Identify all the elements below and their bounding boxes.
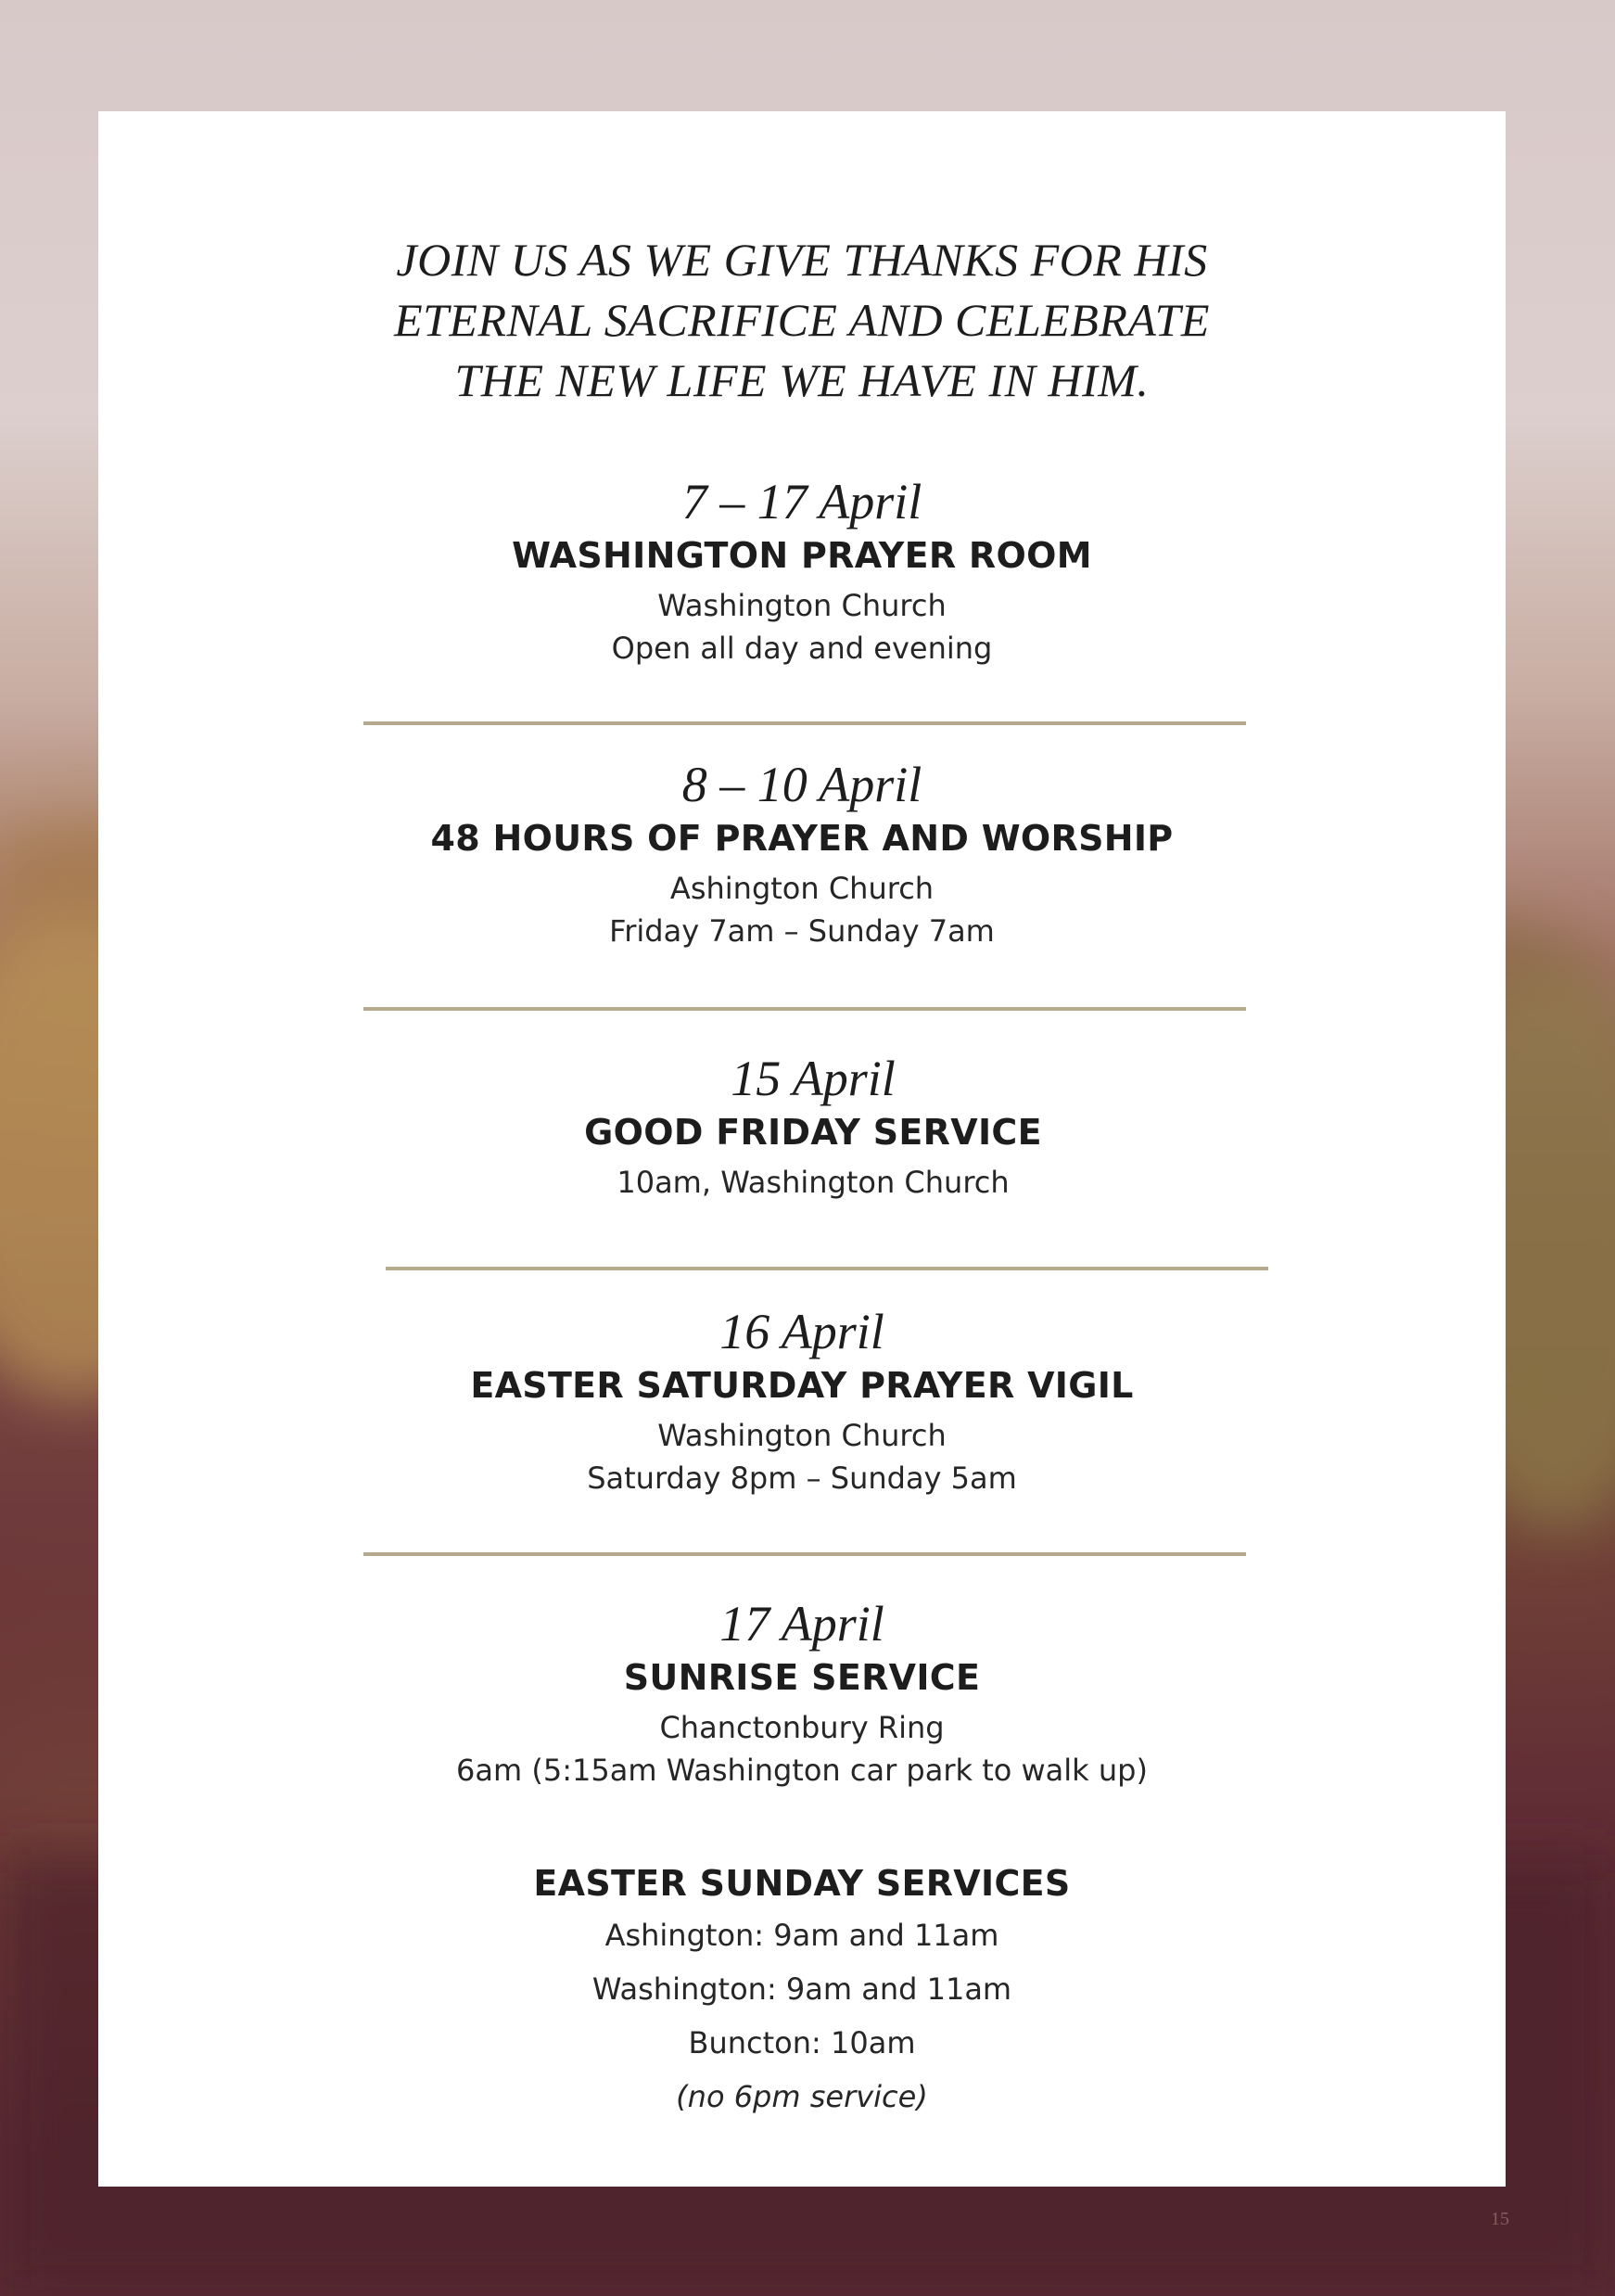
divider bbox=[363, 1552, 1246, 1556]
divider bbox=[386, 1267, 1268, 1270]
event-title: SUNRISE SERVICE bbox=[623, 1657, 981, 1698]
event-good-friday bbox=[98, 1050, 1506, 1204]
service-time: Buncton: 10am bbox=[688, 2025, 916, 2060]
event-title: EASTER SATURDAY PRAYER VIGIL bbox=[470, 1365, 1134, 1406]
event-48-hours-prayer bbox=[98, 756, 1506, 952]
event-date: 8 – 10 April bbox=[681, 757, 922, 812]
event-washington-prayer-room bbox=[98, 473, 1506, 670]
divider bbox=[363, 1007, 1246, 1011]
event-time: 6am (5:15am Washington car park to walk up) bbox=[456, 1753, 1148, 1788]
service-note: (no 6pm service) bbox=[676, 2079, 928, 2114]
service-time: Ashington: 9am and 11am bbox=[604, 1918, 999, 1953]
event-title: 48 HOURS OF PRAYER AND WORSHIP bbox=[430, 818, 1174, 859]
easter-sunday-services bbox=[98, 1858, 1506, 2124]
event-location: Chanctonbury Ring bbox=[659, 1710, 945, 1745]
event-sunrise-service bbox=[98, 1595, 1506, 1792]
event-location: Ashington Church bbox=[669, 871, 935, 906]
event-time: Open all day and evening bbox=[611, 631, 993, 666]
event-location: Washington Church bbox=[657, 1418, 947, 1453]
service-time: Washington: 9am and 11am bbox=[591, 1971, 1012, 2007]
content-card bbox=[98, 111, 1506, 2187]
event-time: Saturday 8pm – Sunday 5am bbox=[587, 1461, 1017, 1496]
event-date: 7 – 17 April bbox=[681, 474, 922, 529]
intro-heading bbox=[98, 230, 1506, 411]
event-location: Washington Church bbox=[657, 588, 947, 623]
event-date: 15 April bbox=[731, 1051, 896, 1106]
event-title: WASHINGTON PRAYER ROOM bbox=[512, 535, 1092, 576]
divider bbox=[363, 721, 1246, 725]
intro-line: THE NEW LIFE WE HAVE IN HIM. bbox=[454, 354, 1150, 406]
intro-line: JOIN US AS WE GIVE THANKS FOR HIS bbox=[396, 234, 1208, 286]
intro-line: ETERNAL SACRIFICE AND CELEBRATE bbox=[394, 294, 1210, 346]
event-time-location: 10am, Washington Church bbox=[617, 1165, 1010, 1200]
event-time: Friday 7am – Sunday 7am bbox=[609, 913, 995, 949]
event-date: 17 April bbox=[719, 1596, 884, 1652]
event-title: GOOD FRIDAY SERVICE bbox=[584, 1112, 1042, 1153]
page-number: 15 bbox=[1491, 2209, 1509, 2229]
easter-sunday-title: EASTER SUNDAY SERVICES bbox=[533, 1863, 1071, 1904]
event-easter-saturday-vigil bbox=[98, 1303, 1506, 1499]
event-date: 16 April bbox=[719, 1304, 884, 1359]
